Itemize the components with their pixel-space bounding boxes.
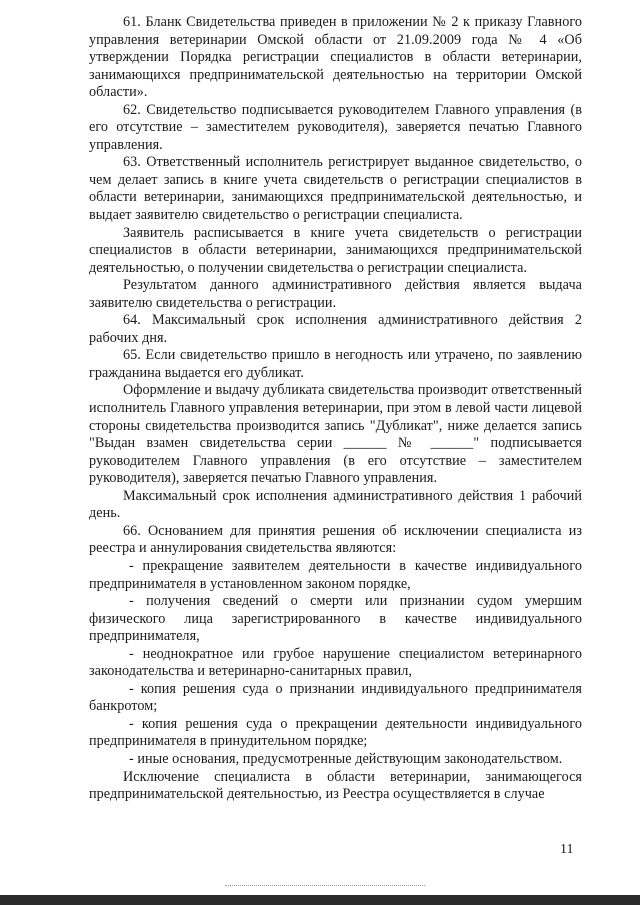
scan-edge	[0, 895, 640, 905]
paragraph-max-term: Максимальный срок исполнения административного действия 1 рабочий день.	[89, 487, 582, 522]
paragraph-exclusion: Исключение специалиста в области ветеринарии, занимающегося предпринимательской деятельностью, из Реестра осуществляется в случае	[89, 768, 582, 803]
page-number: 11	[560, 842, 574, 857]
list-item: - копия решения суда о прекращении деятельности индивидуального предпринимателя в принудительном порядке;	[89, 715, 582, 750]
paragraph-62: 62. Свидетельство подписывается руководителем Главного управления (в его отсутствие – заместителем руководителя), заверяется печатью Главного управления.	[89, 101, 582, 153]
paragraph-63: 63. Ответственный исполнитель регистрирует выданное свидетельство, о чем делает запись в книге учета свидетельств о регистрации специалистов в области ветеринарии, занимающихся предпринимательской деятельностью, и выдает заявителю свидетельство о регистрации специалиста.	[89, 154, 582, 224]
paragraph-duplicate: Оформление и выдачу дубликата свидетельства производит ответственный исполнитель Главного управления ветеринарии, при этом в левой части лицевой стороны свидетельства производится запись "Дубликат", ниже делается запись "Выдан взамен свидетельства серии ______ № ______" подписывается руководителем Главного управления (в его отсутствие – заместителем руководителя), заверяется печатью Главного управления.	[89, 382, 582, 487]
paragraph-result: Результатом данного административного действия является выдача заявителю свидетельства о регистрации.	[89, 277, 582, 311]
scan-artifact	[225, 885, 425, 888]
paragraph-64: 64. Максимальный срок исполнения административного действия 2 рабочих дня.	[89, 312, 582, 346]
list-item: - иные основания, предусмотренные действующим законодательством.	[129, 750, 563, 767]
paragraph-65: 65. Если свидетельство пришло в негодность или утрачено, по заявлению гражданина выдается его дубликат.	[89, 347, 582, 381]
list-item: - получения сведений о смерти или признании судом умершим физического лица зарегистрированного в качестве индивидуального предпринимателя,	[89, 593, 582, 645]
body-text	[89, 14, 582, 804]
paragraph-66: 66. Основанием для принятия решения об исключении специалиста из реестра и аннулирования свидетельства являются:	[89, 522, 582, 557]
list-item: - неоднократное или грубое нарушение специалистом ветеринарного законодательства и ветеринарно-санитарных правил,	[89, 645, 582, 680]
list-item: - прекращение заявителем деятельности в качестве индивидуального предпринимателя в установленном законом порядке,	[89, 557, 582, 592]
paragraph-signature: Заявитель расписывается в книге учета свидетельств о регистрации специалистов в области ветеринарии, занимающихся предпринимательской деятельностью, о получении свидетельства о регистрации специалиста.	[89, 224, 582, 276]
paragraph-61: 61. Бланк Свидетельства приведен в приложении № 2 к приказу Главного управления ветеринарии Омской области от 21.09.2009 года № 4 «Об утверждении Порядка регистрации специалистов в области ветеринарии, занимающихся предпринимательской деятельностью на территории Омской области».	[89, 14, 582, 101]
list-item: - копия решения суда о признании индивидуального предпринимателя банкротом;	[89, 680, 582, 715]
